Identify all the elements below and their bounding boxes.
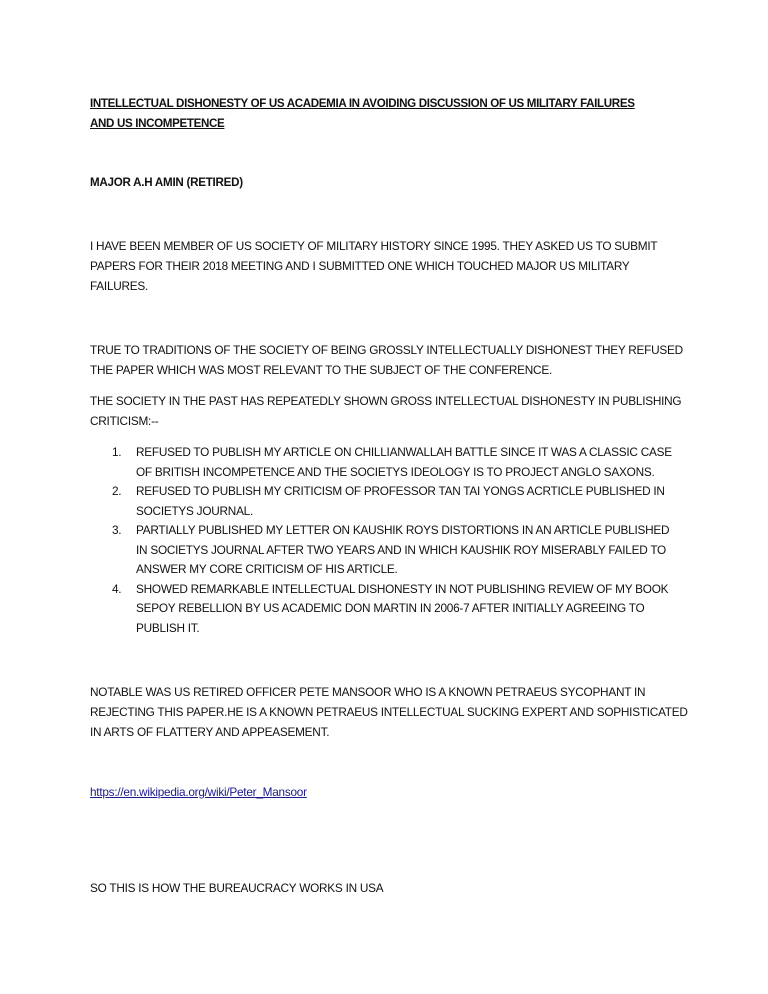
text-line: NOTABLE WAS US RETIRED OFFICER PETE MANSOOR WHO IS A KNOWN PETRAEUS SYCOPHANT IN [90,685,646,699]
text-line: REJECTING THIS PAPER.HE IS A KNOWN PETRAEUS INTELLECTUAL SUCKING EXPERT AND SOPHISTICATED [90,705,688,719]
paragraph-criticism-intro [90,391,690,431]
criticism-list [90,443,690,638]
list-number: 4. [112,581,122,596]
wikipedia-link[interactable]: https://en.wikipedia.org/wiki/Peter_Mansoor [90,785,307,799]
list-line: SEPOY REBELLION BY US ACADEMIC DON MARTIN IN 2006-7 AFTER INITIALLY AGREEING TO [136,601,645,615]
link-paragraph [90,782,690,802]
author-line: MAJOR A.H AMIN (RETIRED) [90,176,243,189]
list-line: REFUSED TO PUBLISH MY CRITICISM OF PROFESSOR TAN TAI YONGS ACRTICLE PUBLISHED IN [136,484,665,498]
text-line: I HAVE BEEN MEMBER OF US SOCIETY OF MILITARY HISTORY SINCE 1995. THEY ASKED US TO SUBMIT [90,239,658,253]
paragraph-mansoor [90,682,690,742]
list-item [90,521,690,580]
text-line: FAILURES. [90,279,149,293]
list-line: SHOWED REMARKABLE INTELLECTUAL DISHONESTY IN NOT PUBLISHING REVIEW OF MY BOOK [136,581,669,596]
list-line: PARTIALLY PUBLISHED MY LETTER ON KAUSHIK ROYS DISTORTIONS IN AN ARTICLE PUBLISHED [136,523,670,537]
list-number: 1. [112,445,122,459]
list-line: IN SOCIETYS JOURNAL AFTER TWO YEARS AND IN WHICH KAUSHIK ROY MISERABLY FAILED TO [136,542,666,557]
text-line: THE PAPER WHICH WAS MOST RELEVANT TO THE SUBJECT OF THE CONFERENCE. [90,363,552,377]
text-line: IN ARTS OF FLATTERY AND APPEASEMENT. [90,725,330,739]
title-line: AND US INCOMPETENCE [90,117,225,130]
title-line: INTELLECTUAL DISHONESTY OF US ACADEMIA IN AVOIDING DISCUSSION OF US MILITARY FAILURES [90,97,635,110]
list-line: PUBLISH IT. [136,620,200,635]
list-item [90,580,690,639]
list-item [90,443,690,482]
text-line: THE SOCIETY IN THE PAST HAS REPEATEDLY SHOWN GROSS INTELLECTUAL DISHONESTY IN PUBLISHING [90,394,682,408]
text-line: TRUE TO TRADITIONS OF THE SOCIETY OF BEING GROSSLY INTELLECTUALLY DISHONEST THEY REFUSED [90,343,683,357]
list-item [90,482,690,521]
paragraph-membership [90,236,690,296]
list-line: ANSWER MY CORE CRITICISM OF HIS ARTICLE. [136,562,398,576]
list-line: REFUSED TO PUBLISH MY ARTICLE ON CHILLIANWALLAH BATTLE SINCE IT WAS A CLASSIC CASE [136,445,672,459]
list-line: SOCIETYS JOURNAL. [136,503,254,518]
text-line: CRITICISM:-- [90,414,159,428]
list-number: 2. [112,484,122,498]
paragraph-refusal [90,340,690,380]
closing-line: SO THIS IS HOW THE BUREAUCRACY WORKS IN USA [90,881,384,895]
list-number: 3. [112,523,122,537]
document-title [90,94,690,134]
text-line: PAPERS FOR THEIR 2018 MEETING AND I SUBMITTED ONE WHICH TOUCHED MAJOR US MILITARY [90,259,630,273]
list-line: OF BRITISH INCOMPETENCE AND THE SOCIETYS IDEOLOGY IS TO PROJECT ANGLO SAXONS. [136,464,655,479]
